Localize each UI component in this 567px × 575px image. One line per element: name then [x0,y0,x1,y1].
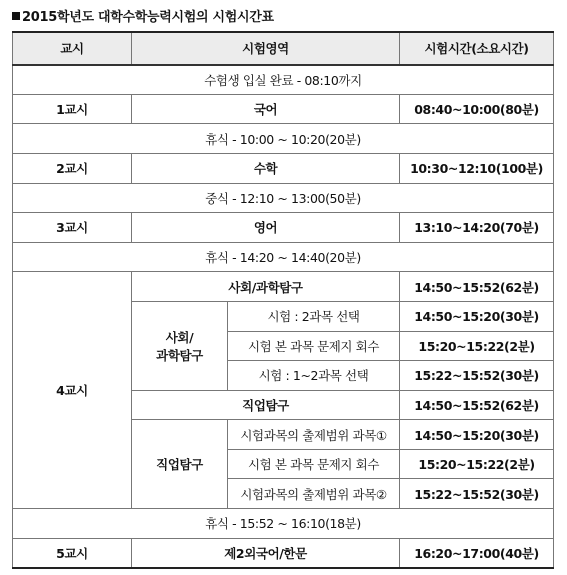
vocational-row-1-time: 14:50~15:20(30분) [400,420,554,450]
social-row-3-label: 시험 : 1~2과목 선택 [228,361,400,391]
social-row-3-time: 15:22~15:52(30분) [400,361,554,391]
period-5-label: 5교시 [13,538,132,568]
period-2-label: 2교시 [13,153,132,183]
period-5-row [13,538,554,568]
period-3-row [13,213,554,243]
social-group-line-1: 사회/ [165,329,194,345]
period-1-area: 국어 [132,94,400,124]
period-2-area: 수학 [132,153,400,183]
period-1-time: 08:40~10:00(80분) [400,94,554,124]
social-row-2-label: 시험 본 과목 문제지 회수 [228,331,400,361]
social-science-group [132,301,228,390]
lunch-row [13,183,554,213]
vocational-row-3-time: 15:22~15:52(30분) [400,479,554,509]
header-area: 시험영역 [132,32,400,65]
title-text: 2015학년도 대학수학능력시험의 시험시간표 [22,10,274,25]
break-1: 휴식 - 10:00 ~ 10:20(20분) [13,124,554,154]
square-bullet-icon [12,12,20,20]
vocational-group: 직업탐구 [132,420,228,509]
social-group-line-2: 과학탐구 [156,347,203,363]
vocational-row-2-label: 시험 본 과목 문제지 회수 [228,449,400,479]
exam-schedule-table [12,31,554,569]
social-science-header-row [13,272,554,302]
period-3-area: 영어 [132,213,400,243]
break-3: 휴식 - 15:52 ~ 16:10(18분) [13,509,554,539]
entry-row [13,65,554,95]
entry-notice: 수험생 입실 완료 - 08:10까지 [13,65,554,95]
page-title [12,6,274,25]
period-3-label: 3교시 [13,213,132,243]
social-row-1-time: 14:50~15:20(30분) [400,301,554,331]
period-5-time: 16:20~17:00(40분) [400,538,554,568]
header-time: 시험시간(소요시간) [400,32,554,65]
social-science-time: 14:50~15:52(62분) [400,272,554,302]
break-2-row [13,242,554,272]
period-4-label: 4교시 [13,272,132,509]
period-2-time: 10:30~12:10(100분) [400,153,554,183]
break-1-row [13,124,554,154]
social-row-1-label: 시험 : 2과목 선택 [228,301,400,331]
vocational-row-1-label: 시험과목의 출제범위 과목① [228,420,400,450]
vocational-row-3-label: 시험과목의 출제범위 과목② [228,479,400,509]
header-period: 교시 [13,32,132,65]
period-5-area: 제2외국어/한문 [132,538,400,568]
header-row [13,32,554,65]
social-science-area: 사회/과학탐구 [132,272,400,302]
vocational-time: 14:50~15:52(62분) [400,390,554,420]
social-row-2-time: 15:20~15:22(2분) [400,331,554,361]
vocational-row-2-time: 15:20~15:22(2분) [400,449,554,479]
vocational-area: 직업탐구 [132,390,400,420]
period-3-time: 13:10~14:20(70분) [400,213,554,243]
period-1-label: 1교시 [13,94,132,124]
break-3-row [13,509,554,539]
period-2-row [13,153,554,183]
period-1-row [13,94,554,124]
break-2: 휴식 - 14:20 ~ 14:40(20분) [13,242,554,272]
lunch-break: 중식 - 12:10 ~ 13:00(50분) [13,183,554,213]
